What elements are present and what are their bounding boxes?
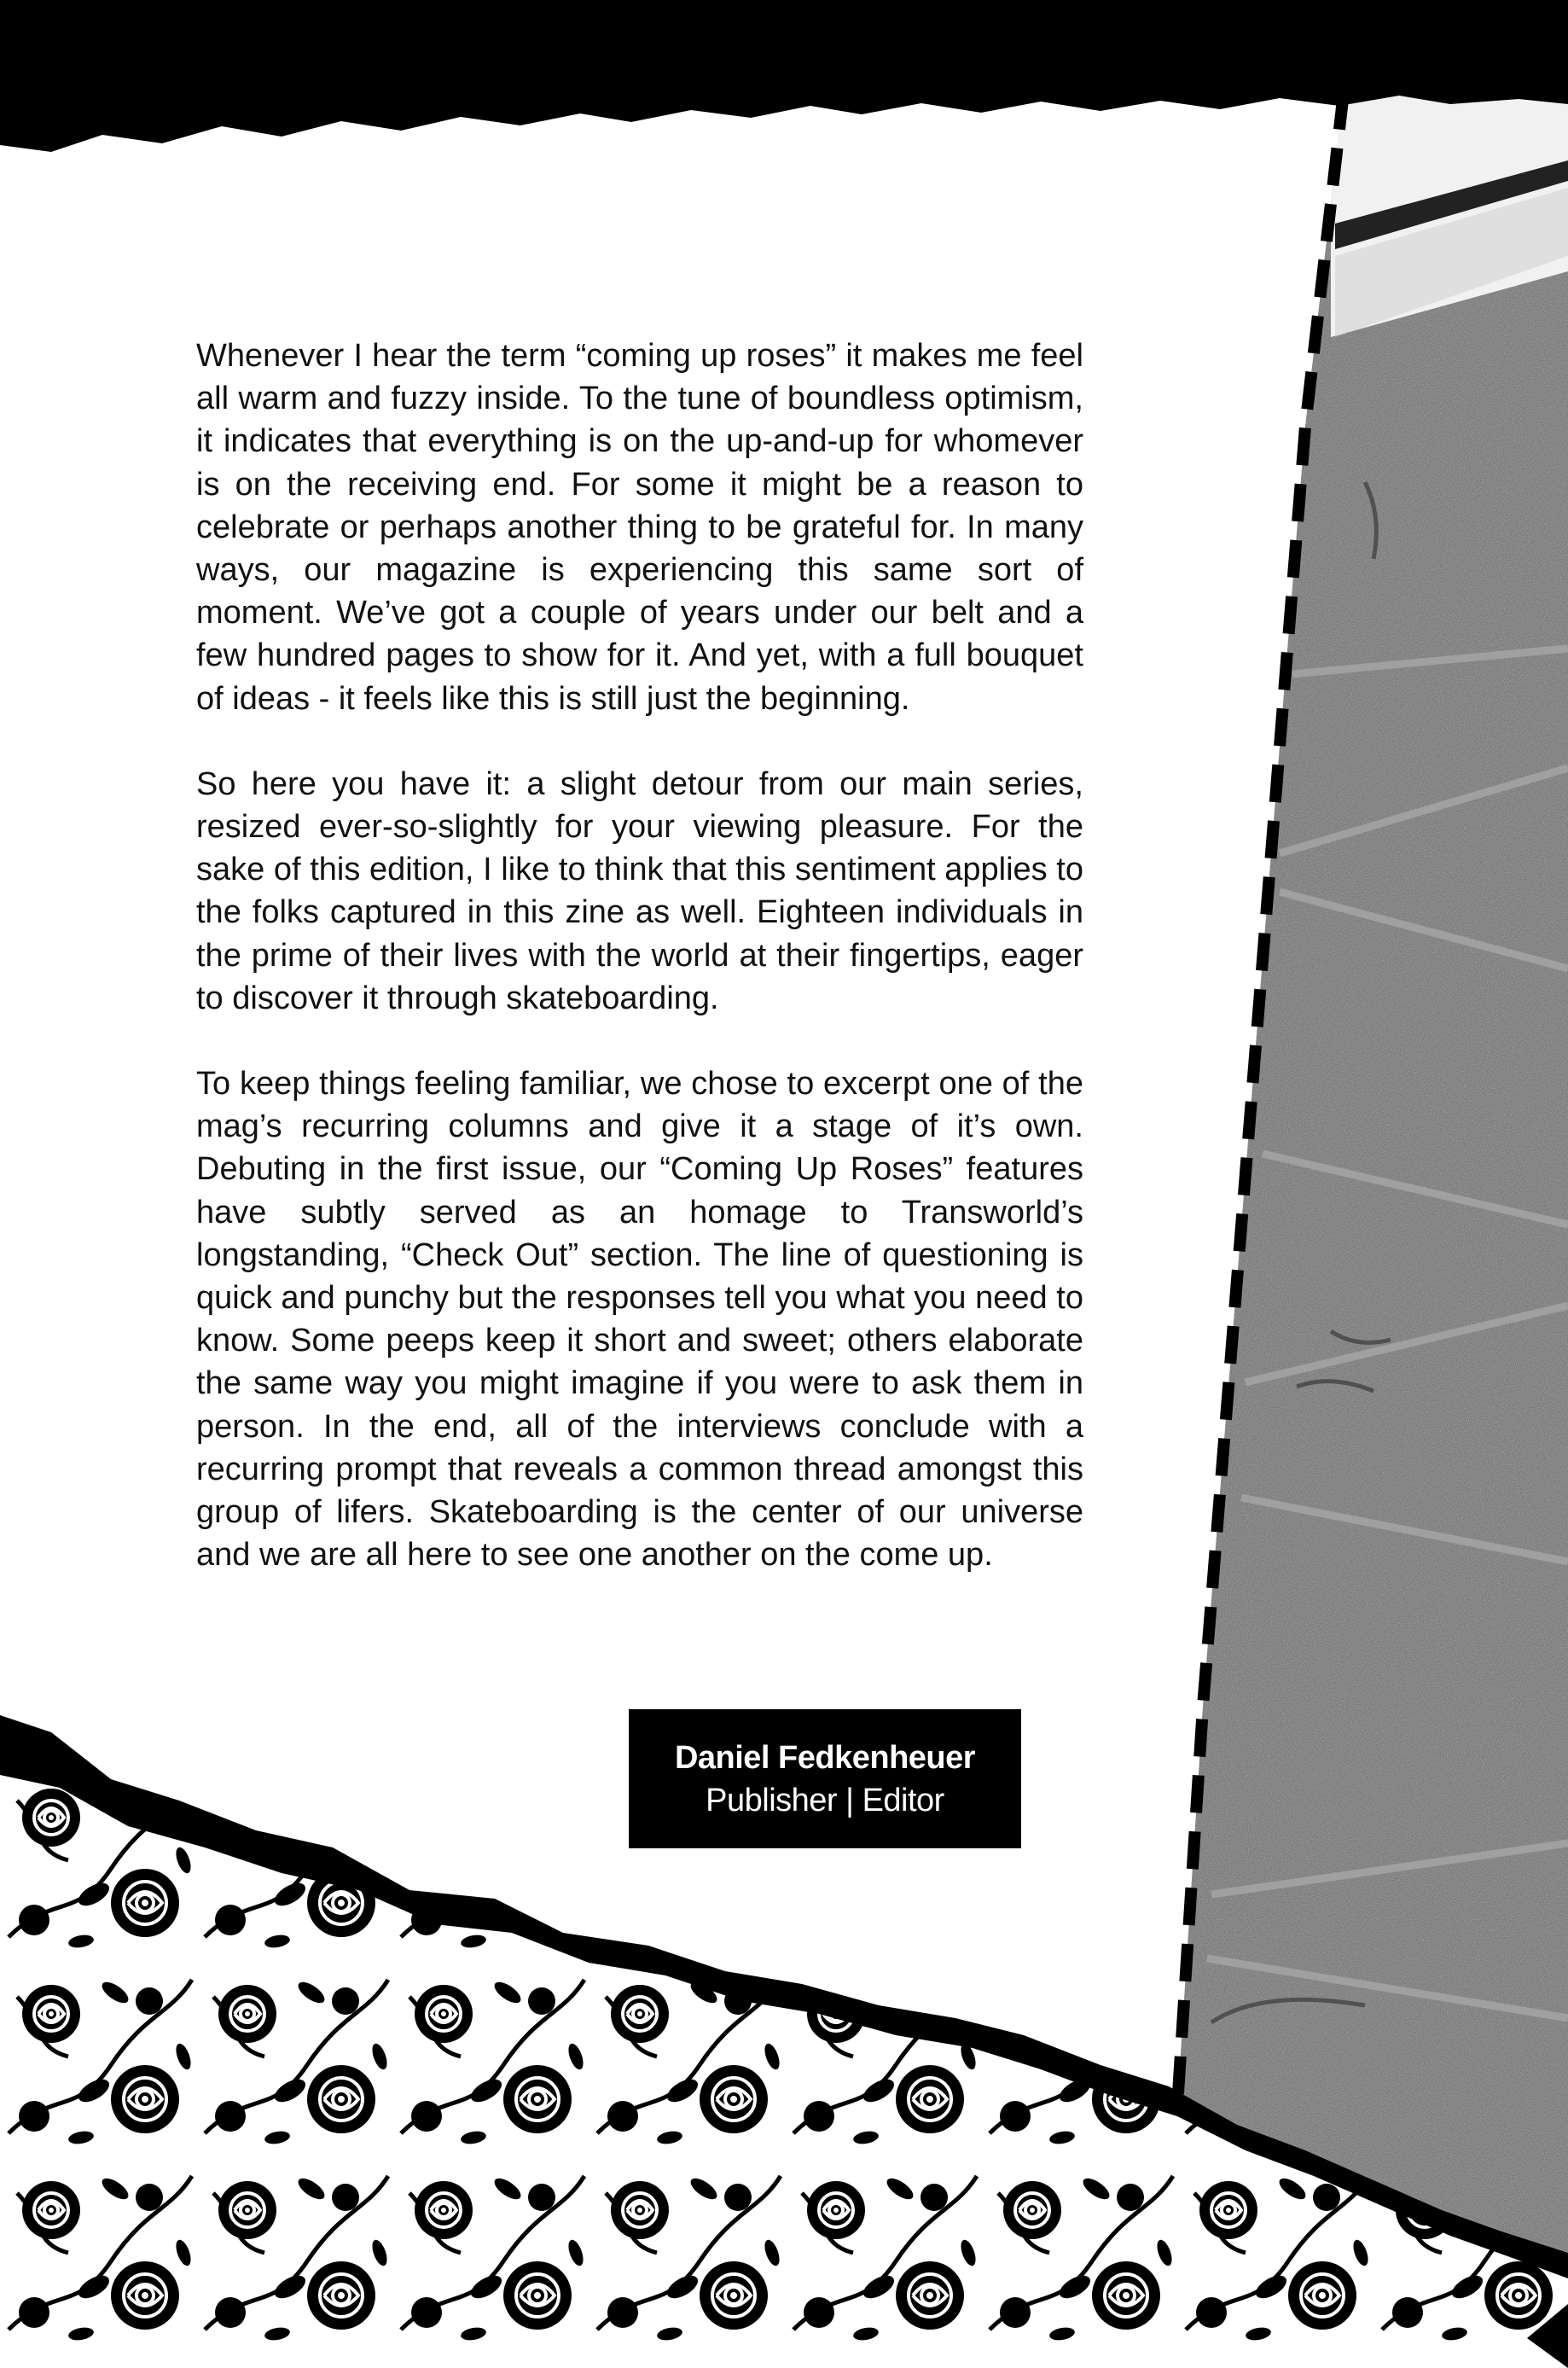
- editor-letter: [196, 335, 1083, 1619]
- letter-paragraph-1: Whenever I hear the term “coming up roses” it makes me feel all warm and fuzzy inside. To the tune of boundless optimism, it indicates that everything is on the up-and-up for whomever is on the receiving end. For some it might be a reason to celebrate or perhaps another thing to be grateful for. In many ways, our magazine is experiencing this same sort of moment. We’ve got a couple of years under our belt and a few hundred pages to show for it. And yet, with a full bouquet of ideas - it feels like this is still just the beginning.: [196, 338, 1083, 717]
- letter-paragraph-3: To keep things feeling familiar, we chose to excerpt one of the mag’s recurring columns and give it a stage of it’s own. Debuting in the first issue, our “Coming Up Roses” features have subtly served as an homage to Transworld’s longstanding, “Check Out” section. The line of questioning is quick and punchy but the responses tell you what you need to know. Some peeps keep it short and sweet; others elaborate the same way you might imagine if you were to ask them in person. In the end, all of the interviews conclude with a recurring prompt that reveals a common thread amongst this group of lifers. Skateboarding is the center of our universe and we are all here to see one another on the come up.: [196, 1066, 1083, 1574]
- signature-name: Daniel Fedkenheuer: [674, 1739, 976, 1776]
- signature-box: [629, 1709, 1021, 1848]
- signature-title: Publisher | Editor: [706, 1782, 944, 1818]
- letter-paragraph-2: So here you have it: a slight detour from our main series, resized ever-so-slightly for your viewing pleasure. For the sake of this edition, I like to think that this sentiment applies to the folks captured in this zine as well. Eighteen individuals in the prime of their lives with the world at their fingertips, eager to discover it through skateboarding.: [196, 765, 1083, 1016]
